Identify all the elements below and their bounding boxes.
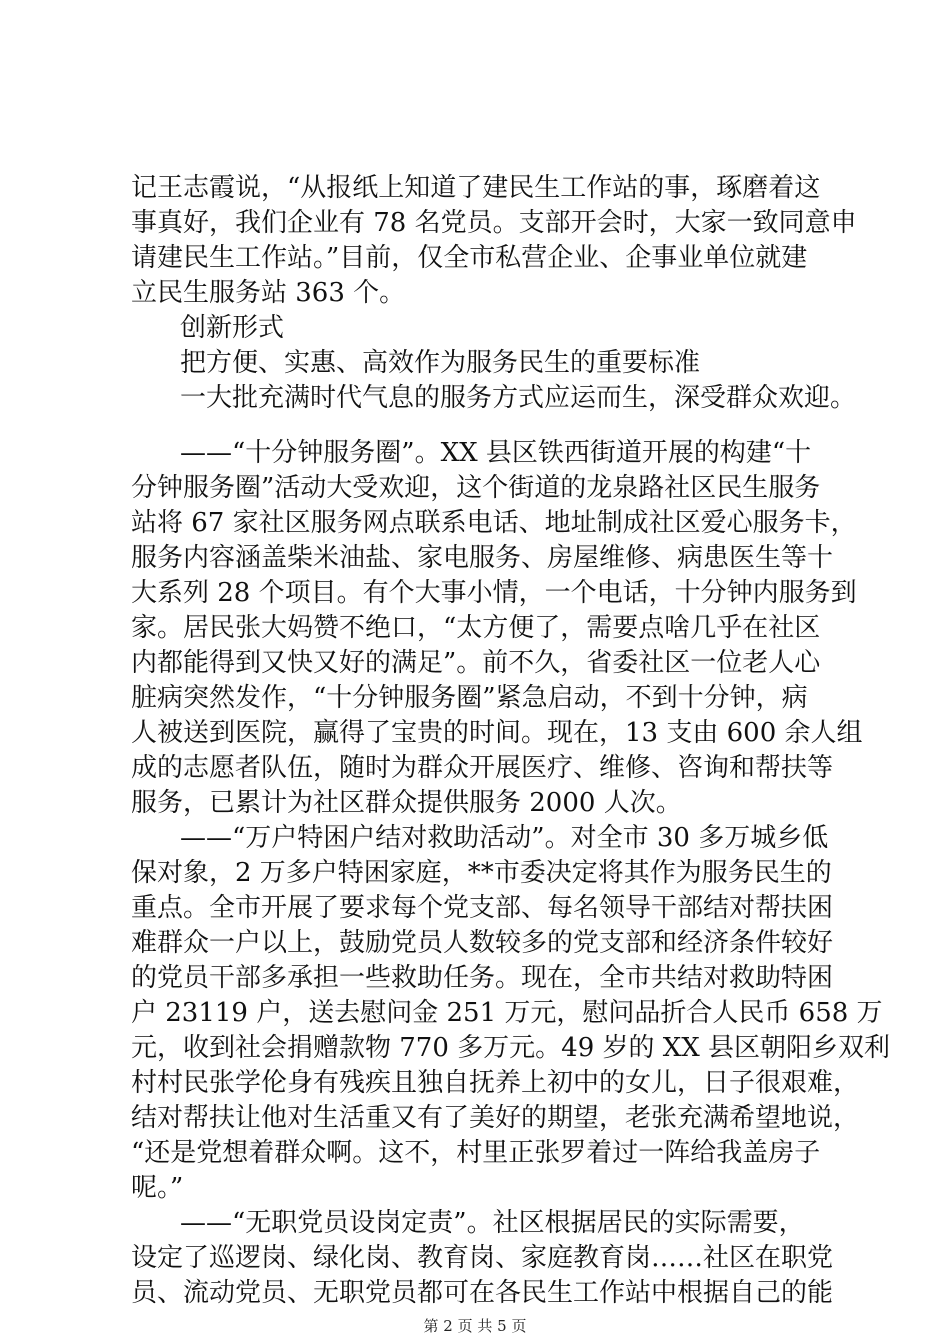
paragraph-line: 村村民张学伦身有残疾且独自抚养上初中的女儿，日子很艰难， bbox=[131, 1068, 860, 1098]
paragraph-line: 呢。” bbox=[131, 1173, 184, 1203]
paragraph-line: 事真好，我们企业有 78 名党员。支部开会时，大家一致同意申 bbox=[131, 208, 857, 238]
paragraph-line: 保对象，2 万多户特困家庭，**市委决定将其作为服务民生的 bbox=[131, 858, 832, 888]
paragraph-line: ——“十分钟服务圈”。XX 县区铁西街道开展的构建“十 bbox=[180, 438, 812, 468]
page-number-footer: 第 2 页 共 5 页 bbox=[423, 1317, 527, 1335]
paragraph-line: 请建民生工作站。”目前，仅全市私营企业、企事业单位就建 bbox=[131, 243, 808, 273]
paragraph-line: 户 23119 户，送去慰问金 251 万元，慰问品折合人民币 658 万 bbox=[131, 998, 883, 1028]
paragraph-line: 设定了巡逻岗、绿化岗、教育岗、家庭教育岗……社区在职党 bbox=[131, 1243, 834, 1273]
paragraph-line: 结对帮扶让他对生活重又有了美好的期望，老张充满希望地说， bbox=[131, 1103, 860, 1133]
paragraph-line: 大系列 28 个项目。有个大事小情，一个电话，十分钟内服务到 bbox=[131, 578, 857, 608]
paragraph-line: “还是党想着群众啊。这不，村里正张罗着过一阵给我盖房子 bbox=[131, 1138, 821, 1168]
paragraph-line: 人被送到医院，赢得了宝贵的时间。现在，13 支由 600 余人组 bbox=[131, 718, 863, 748]
paragraph-line: 员、流动党员、无职党员都可在各民生工作站中根据自己的能 bbox=[131, 1278, 834, 1308]
paragraph-line: 站将 67 家社区服务网点联系电话、地址制成社区爱心服务卡， bbox=[131, 508, 857, 538]
paragraph-line: 脏病突然发作，“十分钟服务圈”紧急启动，不到十分钟，病 bbox=[131, 683, 808, 713]
paragraph-line: 立民生服务站 363 个。 bbox=[131, 278, 406, 308]
paragraph-line: 难群众一户以上，鼓励党员人数较多的党支部和经济条件较好 bbox=[131, 928, 834, 958]
paragraph-line: 内都能得到又快又好的满足”。前不久，省委社区一位老人心 bbox=[131, 648, 821, 678]
paragraph-line: 服务，已累计为社区群众提供服务 2000 人次。 bbox=[131, 788, 682, 818]
paragraph-line: 服务内容涵盖柴米油盐、家电服务、房屋维修、病患医生等十 bbox=[131, 543, 834, 573]
paragraph-line: ——“万户特困户结对救助活动”。对全市 30 多万城乡低 bbox=[180, 823, 829, 853]
section-heading: 创新形式 bbox=[180, 313, 285, 343]
section-subheading: 把方便、实惠、高效作为服务民生的重要标准 bbox=[180, 348, 701, 378]
paragraph-line: 元，收到社会捐赠款物 770 多万元。49 岁的 XX 县区朝阳乡双利 bbox=[131, 1033, 891, 1063]
paragraph-line: ——“无职党员设岗定责”。社区根据居民的实际需要， bbox=[180, 1208, 805, 1238]
paragraph-line: 记王志霞说，“从报纸上知道了建民生工作站的事，琢磨着这 bbox=[131, 173, 821, 203]
paragraph-line: 重点。全市开展了要求每个党支部、每名领导干部结对帮扶困 bbox=[131, 893, 834, 923]
paragraph-line: 家。居民张大妈赞不绝口，“太方便了，需要点啥几乎在社区 bbox=[131, 613, 821, 643]
paragraph-line: 的党员干部多承担一些救助任务。现在，全市共结对救助特困 bbox=[131, 963, 834, 993]
paragraph-line: 分钟服务圈”活动大受欢迎，这个街道的龙泉路社区民生服务 bbox=[131, 473, 821, 503]
section-lead: 一大批充满时代气息的服务方式应运而生，深受群众欢迎。 bbox=[180, 383, 857, 413]
paragraph-line: 成的志愿者队伍，随时为群众开展医疗、维修、咨询和帮扶等 bbox=[131, 753, 834, 783]
